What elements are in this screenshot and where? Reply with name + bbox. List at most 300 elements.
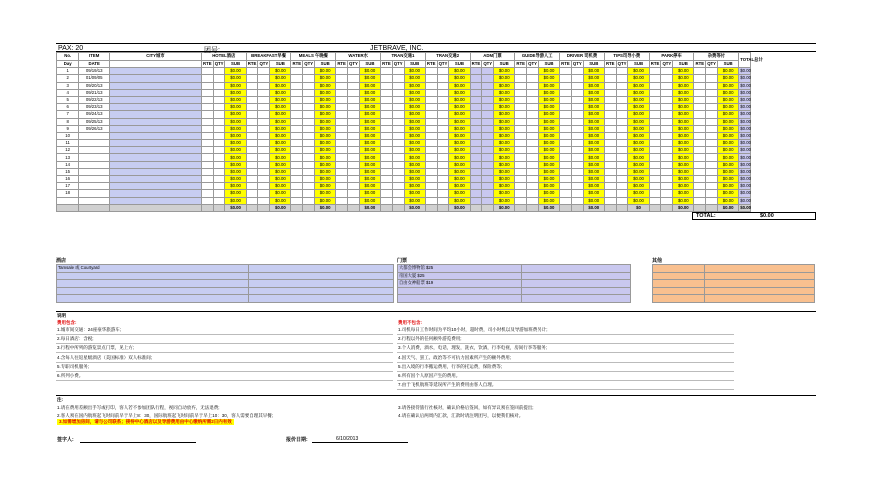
qty-input[interactable]: [348, 75, 360, 82]
qty-input[interactable]: [661, 168, 673, 175]
rate-input[interactable]: [246, 111, 258, 118]
qty-input[interactable]: [616, 140, 628, 147]
qty-input[interactable]: [348, 104, 360, 111]
rate-input[interactable]: [381, 147, 393, 154]
rate-input[interactable]: [604, 147, 616, 154]
qty-input[interactable]: [616, 154, 628, 161]
rate-input[interactable]: [649, 132, 661, 139]
rate-input[interactable]: [246, 176, 258, 183]
qty-input[interactable]: [258, 125, 270, 132]
rate-input[interactable]: [694, 176, 706, 183]
city-input[interactable]: [110, 176, 202, 183]
qty-input[interactable]: [616, 168, 628, 175]
qty-input[interactable]: [258, 168, 270, 175]
qty-input[interactable]: [571, 147, 583, 154]
rate-input[interactable]: [515, 125, 527, 132]
qty-input[interactable]: [258, 161, 270, 168]
rate-input[interactable]: [425, 147, 437, 154]
qty-input[interactable]: [437, 118, 449, 125]
rate-input[interactable]: [470, 176, 482, 183]
rate-input[interactable]: [470, 161, 482, 168]
qty-input[interactable]: [437, 161, 449, 168]
rate-input[interactable]: [381, 68, 393, 75]
rate-input[interactable]: [201, 161, 213, 168]
qty-input[interactable]: [706, 89, 718, 96]
qty-input[interactable]: [616, 68, 628, 75]
rate-input[interactable]: [470, 82, 482, 89]
qty-input[interactable]: [482, 190, 494, 197]
qty-input[interactable]: [571, 82, 583, 89]
rate-input[interactable]: [246, 68, 258, 75]
rate-input[interactable]: [246, 154, 258, 161]
qty-input[interactable]: [303, 161, 315, 168]
qty-input[interactable]: [616, 176, 628, 183]
rate-input[interactable]: [694, 197, 706, 204]
rate-input[interactable]: [560, 104, 572, 111]
rate-input[interactable]: [560, 68, 572, 75]
rate-input[interactable]: [201, 176, 213, 183]
quote-date-value[interactable]: 6/10/2013: [336, 436, 359, 442]
rate-input[interactable]: [560, 140, 572, 147]
qty-input[interactable]: [616, 89, 628, 96]
qty-input[interactable]: [392, 161, 404, 168]
rate-input[interactable]: [694, 132, 706, 139]
rate-input[interactable]: [560, 197, 572, 204]
rate-input[interactable]: [425, 125, 437, 132]
date-cell[interactable]: [79, 176, 110, 183]
rate-input[interactable]: [604, 161, 616, 168]
rate-input[interactable]: [201, 82, 213, 89]
rate-input[interactable]: [425, 68, 437, 75]
qty-input[interactable]: [661, 82, 673, 89]
qty-input[interactable]: [437, 132, 449, 139]
rate-input[interactable]: [649, 183, 661, 190]
date-cell[interactable]: [79, 140, 110, 147]
qty-input[interactable]: [437, 147, 449, 154]
rate-input[interactable]: [560, 183, 572, 190]
qty-input[interactable]: [348, 118, 360, 125]
qty-input[interactable]: [348, 161, 360, 168]
qty-input[interactable]: [437, 68, 449, 75]
qty-input[interactable]: [303, 96, 315, 103]
rate-input[interactable]: [291, 168, 303, 175]
qty-input[interactable]: [661, 89, 673, 96]
qty-input[interactable]: [303, 154, 315, 161]
rate-input[interactable]: [649, 125, 661, 132]
qty-input[interactable]: [706, 82, 718, 89]
qty-input[interactable]: [527, 118, 539, 125]
qty-input[interactable]: [527, 176, 539, 183]
rate-input[interactable]: [604, 183, 616, 190]
qty-input[interactable]: [661, 104, 673, 111]
qty-input[interactable]: [348, 82, 360, 89]
rate-input[interactable]: [604, 125, 616, 132]
qty-input[interactable]: [661, 154, 673, 161]
city-input[interactable]: [110, 125, 202, 132]
city-input[interactable]: [110, 161, 202, 168]
city-input[interactable]: [110, 154, 202, 161]
qty-input[interactable]: [706, 197, 718, 204]
rate-input[interactable]: [425, 197, 437, 204]
qty-input[interactable]: [706, 132, 718, 139]
date-cell[interactable]: 09/20/13: [79, 82, 110, 89]
rate-input[interactable]: [246, 161, 258, 168]
rate-input[interactable]: [336, 111, 348, 118]
rate-input[interactable]: [336, 118, 348, 125]
rate-input[interactable]: [694, 190, 706, 197]
rate-input[interactable]: [560, 168, 572, 175]
qty-input[interactable]: [303, 82, 315, 89]
qty-input[interactable]: [482, 147, 494, 154]
qty-input[interactable]: [616, 118, 628, 125]
rate-input[interactable]: [470, 111, 482, 118]
qty-input[interactable]: [527, 82, 539, 89]
rate-input[interactable]: [336, 132, 348, 139]
rate-input[interactable]: [515, 96, 527, 103]
rate-input[interactable]: [560, 132, 572, 139]
rate-input[interactable]: [291, 82, 303, 89]
rate-input[interactable]: [649, 118, 661, 125]
qty-input[interactable]: [661, 68, 673, 75]
rate-input[interactable]: [649, 161, 661, 168]
qty-input[interactable]: [616, 125, 628, 132]
qty-input[interactable]: [661, 111, 673, 118]
qty-input[interactable]: [213, 190, 225, 197]
qty-input[interactable]: [706, 190, 718, 197]
rate-input[interactable]: [515, 82, 527, 89]
qty-input[interactable]: [571, 176, 583, 183]
rate-input[interactable]: [515, 176, 527, 183]
city-input[interactable]: [110, 147, 202, 154]
qty-input[interactable]: [348, 154, 360, 161]
date-cell[interactable]: 09/25/13: [79, 118, 110, 125]
rate-input[interactable]: [604, 118, 616, 125]
rate-input[interactable]: [560, 147, 572, 154]
rate-input[interactable]: [694, 147, 706, 154]
rate-input[interactable]: [649, 96, 661, 103]
rate-input[interactable]: [246, 118, 258, 125]
rate-input[interactable]: [694, 75, 706, 82]
qty-input[interactable]: [661, 96, 673, 103]
rate-input[interactable]: [604, 75, 616, 82]
rate-input[interactable]: [649, 190, 661, 197]
qty-input[interactable]: [213, 161, 225, 168]
rate-input[interactable]: [246, 75, 258, 82]
rate-input[interactable]: [291, 89, 303, 96]
rate-input[interactable]: [604, 96, 616, 103]
qty-input[interactable]: [527, 104, 539, 111]
qty-input[interactable]: [527, 132, 539, 139]
qty-input[interactable]: [571, 125, 583, 132]
qty-input[interactable]: [616, 75, 628, 82]
rate-input[interactable]: [560, 161, 572, 168]
date-cell[interactable]: 09/24/13: [79, 111, 110, 118]
qty-input[interactable]: [348, 140, 360, 147]
rate-input[interactable]: [381, 132, 393, 139]
qty-input[interactable]: [482, 125, 494, 132]
qty-input[interactable]: [348, 190, 360, 197]
rate-input[interactable]: [425, 183, 437, 190]
rate-input[interactable]: [291, 161, 303, 168]
qty-input[interactable]: [392, 154, 404, 161]
rate-input[interactable]: [201, 104, 213, 111]
rate-input[interactable]: [694, 96, 706, 103]
rate-input[interactable]: [291, 183, 303, 190]
qty-input[interactable]: [661, 197, 673, 204]
qty-input[interactable]: [437, 154, 449, 161]
rate-input[interactable]: [425, 104, 437, 111]
rate-input[interactable]: [201, 125, 213, 132]
rate-input[interactable]: [470, 197, 482, 204]
qty-input[interactable]: [571, 89, 583, 96]
rate-input[interactable]: [246, 190, 258, 197]
qty-input[interactable]: [571, 140, 583, 147]
qty-input[interactable]: [571, 168, 583, 175]
rate-input[interactable]: [291, 132, 303, 139]
rate-input[interactable]: [694, 118, 706, 125]
qty-input[interactable]: [706, 96, 718, 103]
rate-input[interactable]: [381, 125, 393, 132]
qty-input[interactable]: [392, 89, 404, 96]
rate-input[interactable]: [201, 89, 213, 96]
rate-input[interactable]: [246, 140, 258, 147]
qty-input[interactable]: [213, 154, 225, 161]
qty-input[interactable]: [437, 75, 449, 82]
qty-input[interactable]: [661, 161, 673, 168]
qty-input[interactable]: [527, 111, 539, 118]
rate-input[interactable]: [291, 104, 303, 111]
qty-input[interactable]: [482, 75, 494, 82]
qty-input[interactable]: [437, 82, 449, 89]
qty-input[interactable]: [482, 154, 494, 161]
qty-input[interactable]: [482, 140, 494, 147]
rate-input[interactable]: [336, 82, 348, 89]
rate-input[interactable]: [201, 132, 213, 139]
qty-input[interactable]: [303, 104, 315, 111]
rate-input[interactable]: [336, 89, 348, 96]
qty-input[interactable]: [392, 125, 404, 132]
qty-input[interactable]: [482, 96, 494, 103]
date-cell[interactable]: [79, 147, 110, 154]
date-cell[interactable]: [79, 132, 110, 139]
rate-input[interactable]: [381, 190, 393, 197]
qty-input[interactable]: [482, 197, 494, 204]
rate-input[interactable]: [336, 161, 348, 168]
qty-input[interactable]: [706, 75, 718, 82]
rate-input[interactable]: [201, 68, 213, 75]
city-input[interactable]: [110, 168, 202, 175]
qty-input[interactable]: [348, 96, 360, 103]
qty-input[interactable]: [437, 96, 449, 103]
qty-input[interactable]: [527, 183, 539, 190]
qty-input[interactable]: [213, 104, 225, 111]
qty-input[interactable]: [213, 111, 225, 118]
rate-input[interactable]: [381, 168, 393, 175]
city-input[interactable]: [110, 104, 202, 111]
rate-input[interactable]: [515, 190, 527, 197]
date-cell[interactable]: [79, 190, 110, 197]
qty-input[interactable]: [706, 104, 718, 111]
rate-input[interactable]: [336, 197, 348, 204]
rate-input[interactable]: [381, 118, 393, 125]
rate-input[interactable]: [649, 168, 661, 175]
qty-input[interactable]: [706, 161, 718, 168]
rate-input[interactable]: [425, 154, 437, 161]
qty-input[interactable]: [303, 75, 315, 82]
qty-input[interactable]: [392, 183, 404, 190]
rate-input[interactable]: [649, 176, 661, 183]
qty-input[interactable]: [437, 197, 449, 204]
city-input[interactable]: [110, 89, 202, 96]
qty-input[interactable]: [392, 111, 404, 118]
qty-input[interactable]: [258, 154, 270, 161]
rate-input[interactable]: [470, 147, 482, 154]
rate-input[interactable]: [515, 197, 527, 204]
city-input[interactable]: [110, 96, 202, 103]
qty-input[interactable]: [616, 96, 628, 103]
qty-input[interactable]: [661, 140, 673, 147]
rate-input[interactable]: [649, 82, 661, 89]
rate-input[interactable]: [201, 147, 213, 154]
qty-input[interactable]: [392, 96, 404, 103]
qty-input[interactable]: [616, 132, 628, 139]
qty-input[interactable]: [258, 132, 270, 139]
rate-input[interactable]: [201, 183, 213, 190]
rate-input[interactable]: [246, 104, 258, 111]
rate-input[interactable]: [201, 111, 213, 118]
rate-input[interactable]: [291, 125, 303, 132]
rate-input[interactable]: [604, 104, 616, 111]
qty-input[interactable]: [392, 190, 404, 197]
rate-input[interactable]: [246, 132, 258, 139]
qty-input[interactable]: [213, 183, 225, 190]
rate-input[interactable]: [336, 147, 348, 154]
qty-input[interactable]: [527, 161, 539, 168]
qty-input[interactable]: [527, 68, 539, 75]
qty-input[interactable]: [571, 161, 583, 168]
qty-input[interactable]: [303, 147, 315, 154]
rate-input[interactable]: [560, 82, 572, 89]
qty-input[interactable]: [661, 75, 673, 82]
rate-input[interactable]: [694, 140, 706, 147]
qty-input[interactable]: [213, 96, 225, 103]
rate-input[interactable]: [470, 96, 482, 103]
rate-input[interactable]: [470, 190, 482, 197]
rate-input[interactable]: [381, 96, 393, 103]
qty-input[interactable]: [303, 125, 315, 132]
qty-input[interactable]: [258, 140, 270, 147]
date-cell[interactable]: 09/21/13: [79, 89, 110, 96]
rate-input[interactable]: [470, 89, 482, 96]
qty-input[interactable]: [303, 111, 315, 118]
date-cell[interactable]: [79, 168, 110, 175]
qty-input[interactable]: [348, 125, 360, 132]
qty-input[interactable]: [258, 183, 270, 190]
city-input[interactable]: [110, 68, 202, 75]
rate-input[interactable]: [291, 190, 303, 197]
qty-input[interactable]: [303, 190, 315, 197]
qty-input[interactable]: [258, 176, 270, 183]
rate-input[interactable]: [381, 140, 393, 147]
qty-input[interactable]: [706, 147, 718, 154]
rate-input[interactable]: [336, 183, 348, 190]
rate-input[interactable]: [246, 89, 258, 96]
qty-input[interactable]: [348, 132, 360, 139]
qty-input[interactable]: [616, 183, 628, 190]
qty-input[interactable]: [527, 190, 539, 197]
qty-input[interactable]: [213, 75, 225, 82]
rate-input[interactable]: [604, 89, 616, 96]
date-cell[interactable]: [79, 161, 110, 168]
city-input[interactable]: [110, 75, 202, 82]
rate-input[interactable]: [336, 104, 348, 111]
rate-input[interactable]: [694, 89, 706, 96]
rate-input[interactable]: [694, 125, 706, 132]
qty-input[interactable]: [303, 118, 315, 125]
qty-input[interactable]: [571, 154, 583, 161]
qty-input[interactable]: [392, 75, 404, 82]
rate-input[interactable]: [694, 68, 706, 75]
rate-input[interactable]: [246, 82, 258, 89]
qty-input[interactable]: [258, 89, 270, 96]
qty-input[interactable]: [258, 111, 270, 118]
rate-input[interactable]: [649, 147, 661, 154]
qty-input[interactable]: [213, 176, 225, 183]
qty-input[interactable]: [348, 111, 360, 118]
qty-input[interactable]: [213, 140, 225, 147]
rate-input[interactable]: [381, 89, 393, 96]
rate-input[interactable]: [560, 96, 572, 103]
qty-input[interactable]: [213, 118, 225, 125]
rate-input[interactable]: [560, 111, 572, 118]
qty-input[interactable]: [258, 104, 270, 111]
qty-input[interactable]: [482, 132, 494, 139]
rate-input[interactable]: [470, 75, 482, 82]
qty-input[interactable]: [571, 118, 583, 125]
rate-input[interactable]: [381, 197, 393, 204]
rate-input[interactable]: [291, 68, 303, 75]
rate-input[interactable]: [560, 176, 572, 183]
rate-input[interactable]: [336, 96, 348, 103]
date-cell[interactable]: 09/26/13: [79, 125, 110, 132]
qty-input[interactable]: [392, 68, 404, 75]
qty-input[interactable]: [392, 118, 404, 125]
rate-input[interactable]: [381, 104, 393, 111]
rate-input[interactable]: [604, 140, 616, 147]
date-cell[interactable]: 09/19/13: [79, 68, 110, 75]
qty-input[interactable]: [661, 176, 673, 183]
rate-input[interactable]: [560, 75, 572, 82]
admission-item[interactable]: 帝国大厦 $25: [398, 272, 522, 280]
rate-input[interactable]: [381, 82, 393, 89]
rate-input[interactable]: [604, 154, 616, 161]
qty-input[interactable]: [437, 140, 449, 147]
rate-input[interactable]: [694, 154, 706, 161]
rate-input[interactable]: [560, 118, 572, 125]
qty-input[interactable]: [706, 183, 718, 190]
date-cell[interactable]: [79, 197, 110, 204]
qty-input[interactable]: [527, 125, 539, 132]
rate-input[interactable]: [515, 161, 527, 168]
qty-input[interactable]: [482, 161, 494, 168]
qty-input[interactable]: [482, 176, 494, 183]
rate-input[interactable]: [470, 183, 482, 190]
qty-input[interactable]: [661, 190, 673, 197]
qty-input[interactable]: [571, 190, 583, 197]
rate-input[interactable]: [381, 75, 393, 82]
rate-input[interactable]: [425, 89, 437, 96]
rate-input[interactable]: [470, 104, 482, 111]
